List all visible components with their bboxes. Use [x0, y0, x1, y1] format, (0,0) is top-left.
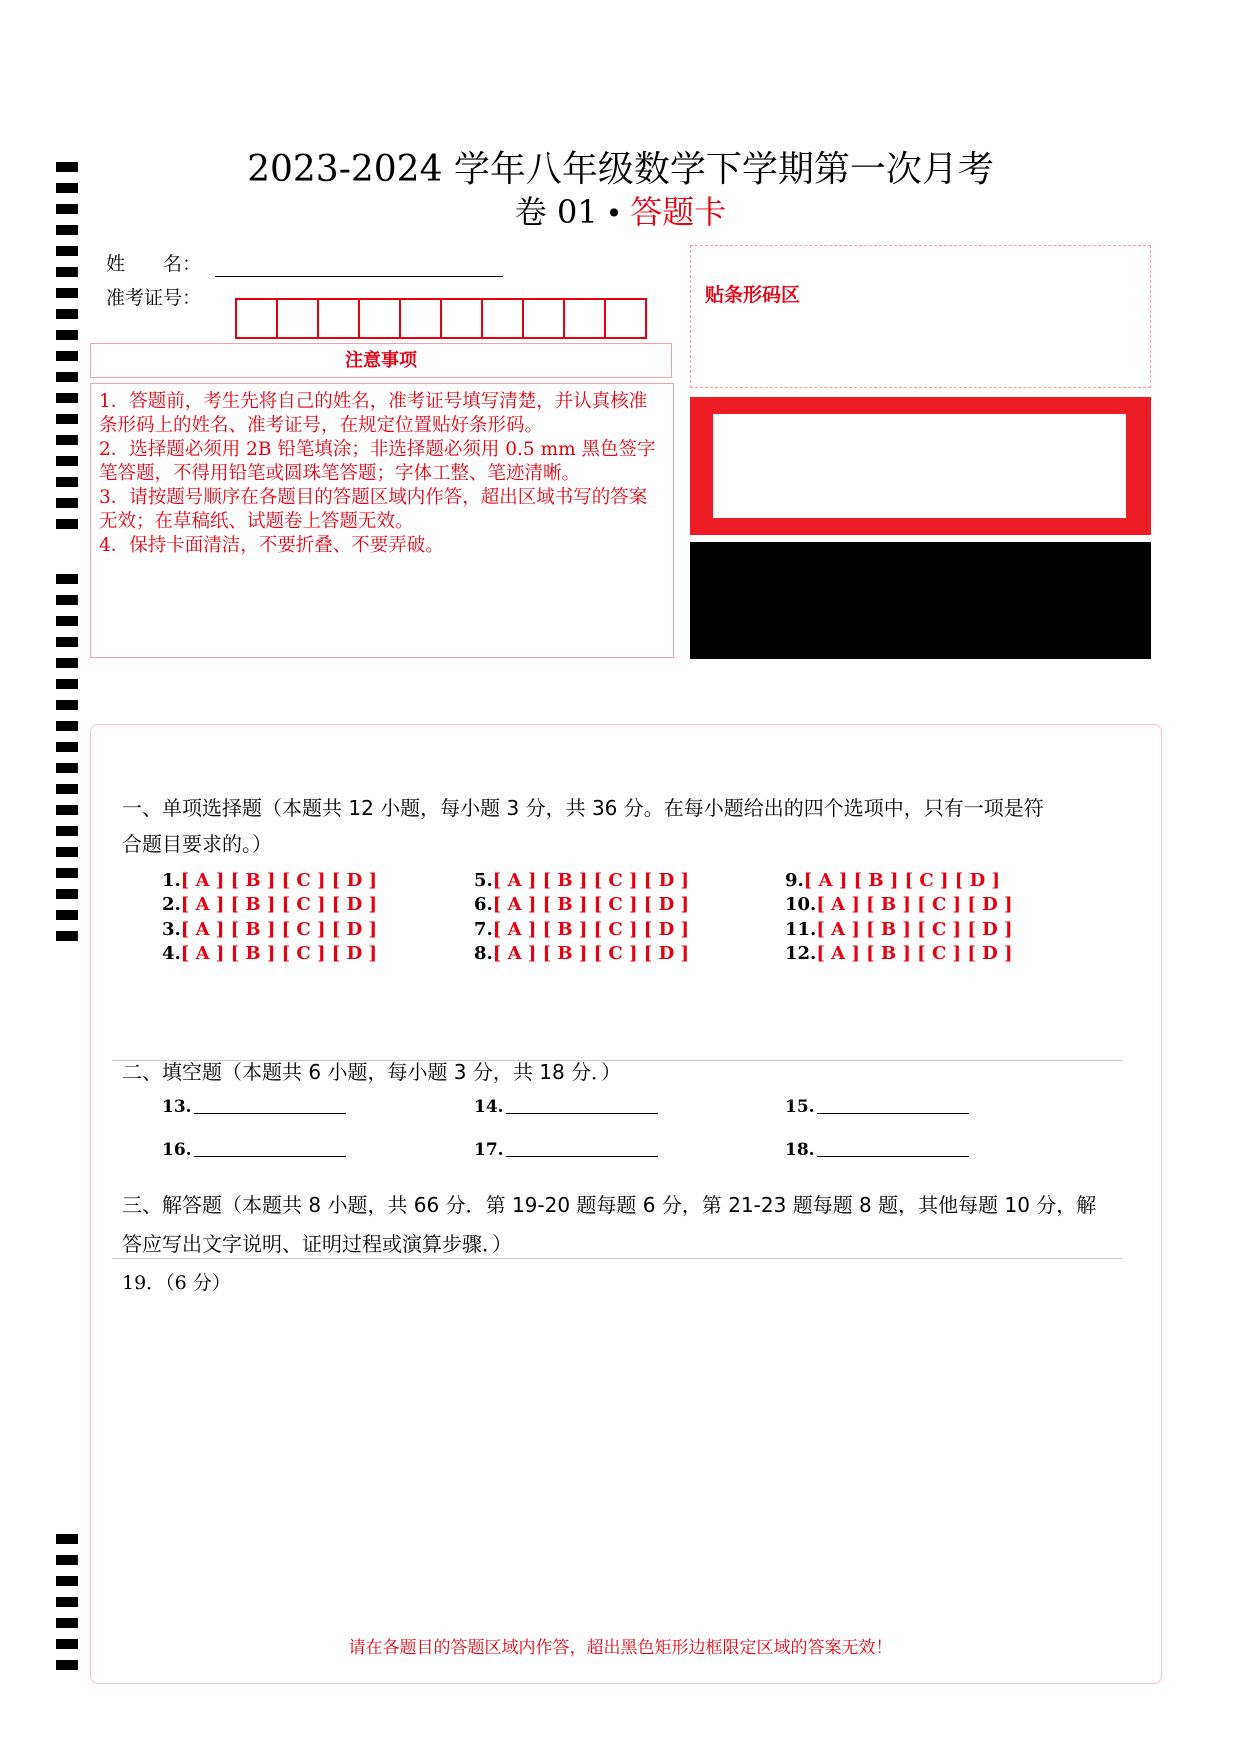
fill-question[interactable]	[785, 1138, 969, 1162]
question-number: 13.	[162, 1097, 192, 1117]
exam-id-boxes[interactable]	[237, 298, 647, 339]
timing-mark	[56, 435, 78, 445]
mc-question[interactable]	[474, 893, 689, 917]
notice-item: 1．答题前，考生先将自己的姓名，准考证号填写清楚，并认真核准条形码上的姓名、准考证号，在规定位置贴好条形码。	[99, 391, 648, 436]
paper-number: 卷 01	[514, 193, 598, 231]
exam-id-digit-box[interactable]	[522, 298, 565, 339]
mc-options[interactable]: [ A ] [ B ] [ C ] [ D ]	[180, 919, 377, 940]
black-reference-block	[690, 542, 1151, 659]
timing-mark	[56, 1660, 78, 1670]
section1-heading-line2: 合题目要求的。）	[122, 832, 272, 856]
timing-mark	[56, 477, 78, 487]
timing-mark	[56, 456, 78, 466]
mc-question[interactable]	[162, 869, 377, 893]
exam-id-digit-box[interactable]	[276, 298, 319, 339]
mc-options[interactable]: [ A ] [ B ] [ C ] [ D ]	[180, 894, 377, 915]
exam-id-digit-box[interactable]	[358, 298, 401, 339]
timing-mark	[56, 393, 78, 403]
timing-mark	[56, 267, 78, 277]
timing-mark	[56, 288, 78, 298]
timing-mark	[56, 574, 78, 584]
timing-mark	[56, 826, 78, 836]
exam-id-digit-box[interactable]	[399, 298, 442, 339]
section3-heading-line1: 三、解答题（本题共 8 小题，共 66 分．第 19-20 题每题 6 分，第 21-23 题每题 8 题，其他每题 10 分，解	[122, 1193, 1097, 1217]
timing-mark	[56, 414, 78, 424]
mc-options[interactable]: [ A ] [ B ] [ C ] [ D ]	[816, 919, 1013, 940]
timing-mark	[56, 1576, 78, 1586]
notice-item: 4．保持卡面清洁，不要折叠、不要弄破。	[99, 535, 444, 556]
mc-question[interactable]	[785, 869, 1000, 893]
name-label: 姓 名：	[106, 253, 202, 275]
question-number: 12.	[785, 943, 817, 964]
page-title: 2023-2024 学年八年级数学下学期第一次月考	[247, 149, 994, 190]
answer-blank[interactable]	[506, 1138, 658, 1157]
fill-question[interactable]	[474, 1095, 658, 1119]
timing-mark	[56, 742, 78, 752]
timing-mark	[56, 868, 78, 878]
answer-blank[interactable]	[506, 1095, 658, 1114]
timing-mark	[56, 805, 78, 815]
mc-options[interactable]: [ A ] [ B ] [ C ] [ D ]	[180, 870, 377, 891]
timing-mark	[56, 519, 78, 529]
bullet-dot: •	[605, 197, 623, 230]
timing-mark	[56, 595, 78, 605]
timing-mark	[56, 1618, 78, 1628]
section3-heading-line2: 答应写出文字说明、证明过程或演算步骤．）	[122, 1232, 512, 1256]
answer-blank[interactable]	[817, 1138, 969, 1157]
fill-question[interactable]	[785, 1095, 969, 1119]
question-number: 10.	[785, 894, 817, 915]
page-subtitle	[0, 192, 1241, 234]
mc-question[interactable]	[474, 918, 689, 942]
timing-mark	[56, 721, 78, 731]
exam-id-digit-box[interactable]	[604, 298, 647, 339]
mc-question[interactable]	[162, 942, 377, 966]
barcode-label: 贴条形码区	[705, 284, 801, 306]
mc-options[interactable]: [ A ] [ B ] [ C ] [ D ]	[816, 894, 1013, 915]
mc-options[interactable]: [ A ] [ B ] [ C ] [ D ]	[180, 943, 377, 964]
question-number: 14.	[474, 1097, 504, 1117]
name-field[interactable]	[215, 276, 503, 277]
fill-question[interactable]	[474, 1138, 658, 1162]
exam-id-label: 准考证号：	[106, 287, 202, 309]
exam-id-digit-box[interactable]	[235, 298, 278, 339]
exam-id-digit-box[interactable]	[563, 298, 606, 339]
question-number: 17.	[474, 1140, 504, 1160]
question-number: 7.	[474, 919, 493, 940]
timing-mark	[56, 889, 78, 899]
section1-heading-line1: 一、单项选择题（本题共 12 小题，每小题 3 分，共 36 分。在每小题给出的四个选项中，只有一项是符	[122, 796, 1044, 820]
answer-blank[interactable]	[817, 1095, 969, 1114]
question-number: 4.	[162, 943, 181, 964]
answer-card-label: 答题卡	[630, 193, 727, 231]
timing-mark	[56, 784, 78, 794]
timing-mark	[56, 763, 78, 773]
mc-question[interactable]	[162, 893, 377, 917]
absence-mark-box	[690, 397, 1151, 535]
timing-mark	[56, 1555, 78, 1565]
section-divider	[112, 1258, 1122, 1259]
notice-title: 注意事项	[90, 343, 672, 378]
timing-mark	[56, 351, 78, 361]
timing-mark	[56, 616, 78, 626]
mc-options[interactable]: [ A ] [ B ] [ C ] [ D ]	[803, 870, 1000, 891]
question-number: 16.	[162, 1140, 192, 1160]
question-19-label: 19．（6 分）	[122, 1272, 231, 1294]
mc-question[interactable]	[785, 942, 1013, 966]
barcode-area	[690, 245, 1151, 388]
mc-question[interactable]	[785, 918, 1013, 942]
exam-id-digit-box[interactable]	[317, 298, 360, 339]
mc-question[interactable]	[474, 942, 689, 966]
notice-body	[90, 383, 674, 658]
notice-item: 3．请按题号顺序在各题目的答题区域内作答，超出区域书写的答案无效；在草稿纸、试题卷上答题无效。	[99, 487, 648, 532]
mc-options[interactable]: [ A ] [ B ] [ C ] [ D ]	[492, 943, 689, 964]
timing-mark	[56, 1597, 78, 1607]
notice-item: 2．选择题必须用 2B 铅笔填涂；非选择题必须用 0.5 mm 黑色签字笔答题，不得用铅笔或圆珠笔答题；字体工整、笔迹清晰。	[99, 439, 656, 484]
timing-mark	[56, 309, 78, 319]
timing-mark	[56, 679, 78, 689]
question-number: 8.	[474, 943, 493, 964]
timing-mark	[56, 910, 78, 920]
timing-mark	[56, 700, 78, 710]
mc-options[interactable]: [ A ] [ B ] [ C ] [ D ]	[816, 943, 1013, 964]
mc-options[interactable]: [ A ] [ B ] [ C ] [ D ]	[492, 919, 689, 940]
question-number: 2.	[162, 894, 181, 915]
timing-mark	[56, 931, 78, 941]
question-number: 9.	[785, 870, 804, 891]
exam-id-digit-box[interactable]	[481, 298, 524, 339]
absence-mark-inner	[713, 414, 1126, 518]
mc-question[interactable]	[785, 893, 1013, 917]
question-number: 11.	[785, 919, 817, 940]
question-19-answer-space[interactable]	[112, 1300, 1122, 1610]
mc-options[interactable]: [ A ] [ B ] [ C ] [ D ]	[492, 894, 689, 915]
timing-mark	[56, 637, 78, 647]
answer-blank[interactable]	[194, 1095, 346, 1114]
timing-mark	[56, 847, 78, 857]
exam-id-digit-box[interactable]	[440, 298, 483, 339]
question-number: 5.	[474, 870, 493, 891]
mc-question[interactable]	[162, 918, 377, 942]
question-number: 3.	[162, 919, 181, 940]
question-number: 15.	[785, 1097, 815, 1117]
timing-mark	[56, 498, 78, 508]
footer-warning: 请在各题目的答题区域内作答，超出黑色矩形边框限定区域的答案无效！	[348, 1638, 893, 1658]
question-number: 6.	[474, 894, 493, 915]
timing-mark	[56, 372, 78, 382]
timing-mark	[56, 658, 78, 668]
mc-options[interactable]: [ A ] [ B ] [ C ] [ D ]	[492, 870, 689, 891]
fill-question[interactable]	[162, 1095, 346, 1119]
answer-blank[interactable]	[194, 1138, 346, 1157]
timing-mark	[56, 330, 78, 340]
mc-question[interactable]	[474, 869, 689, 893]
fill-question[interactable]	[162, 1138, 346, 1162]
question-number: 1.	[162, 870, 181, 891]
section2-heading: 二、填空题（本题共 6 小题，每小题 3 分，共 18 分．）	[122, 1060, 622, 1084]
question-number: 18.	[785, 1140, 815, 1160]
timing-mark	[56, 1534, 78, 1544]
timing-mark	[56, 246, 78, 256]
